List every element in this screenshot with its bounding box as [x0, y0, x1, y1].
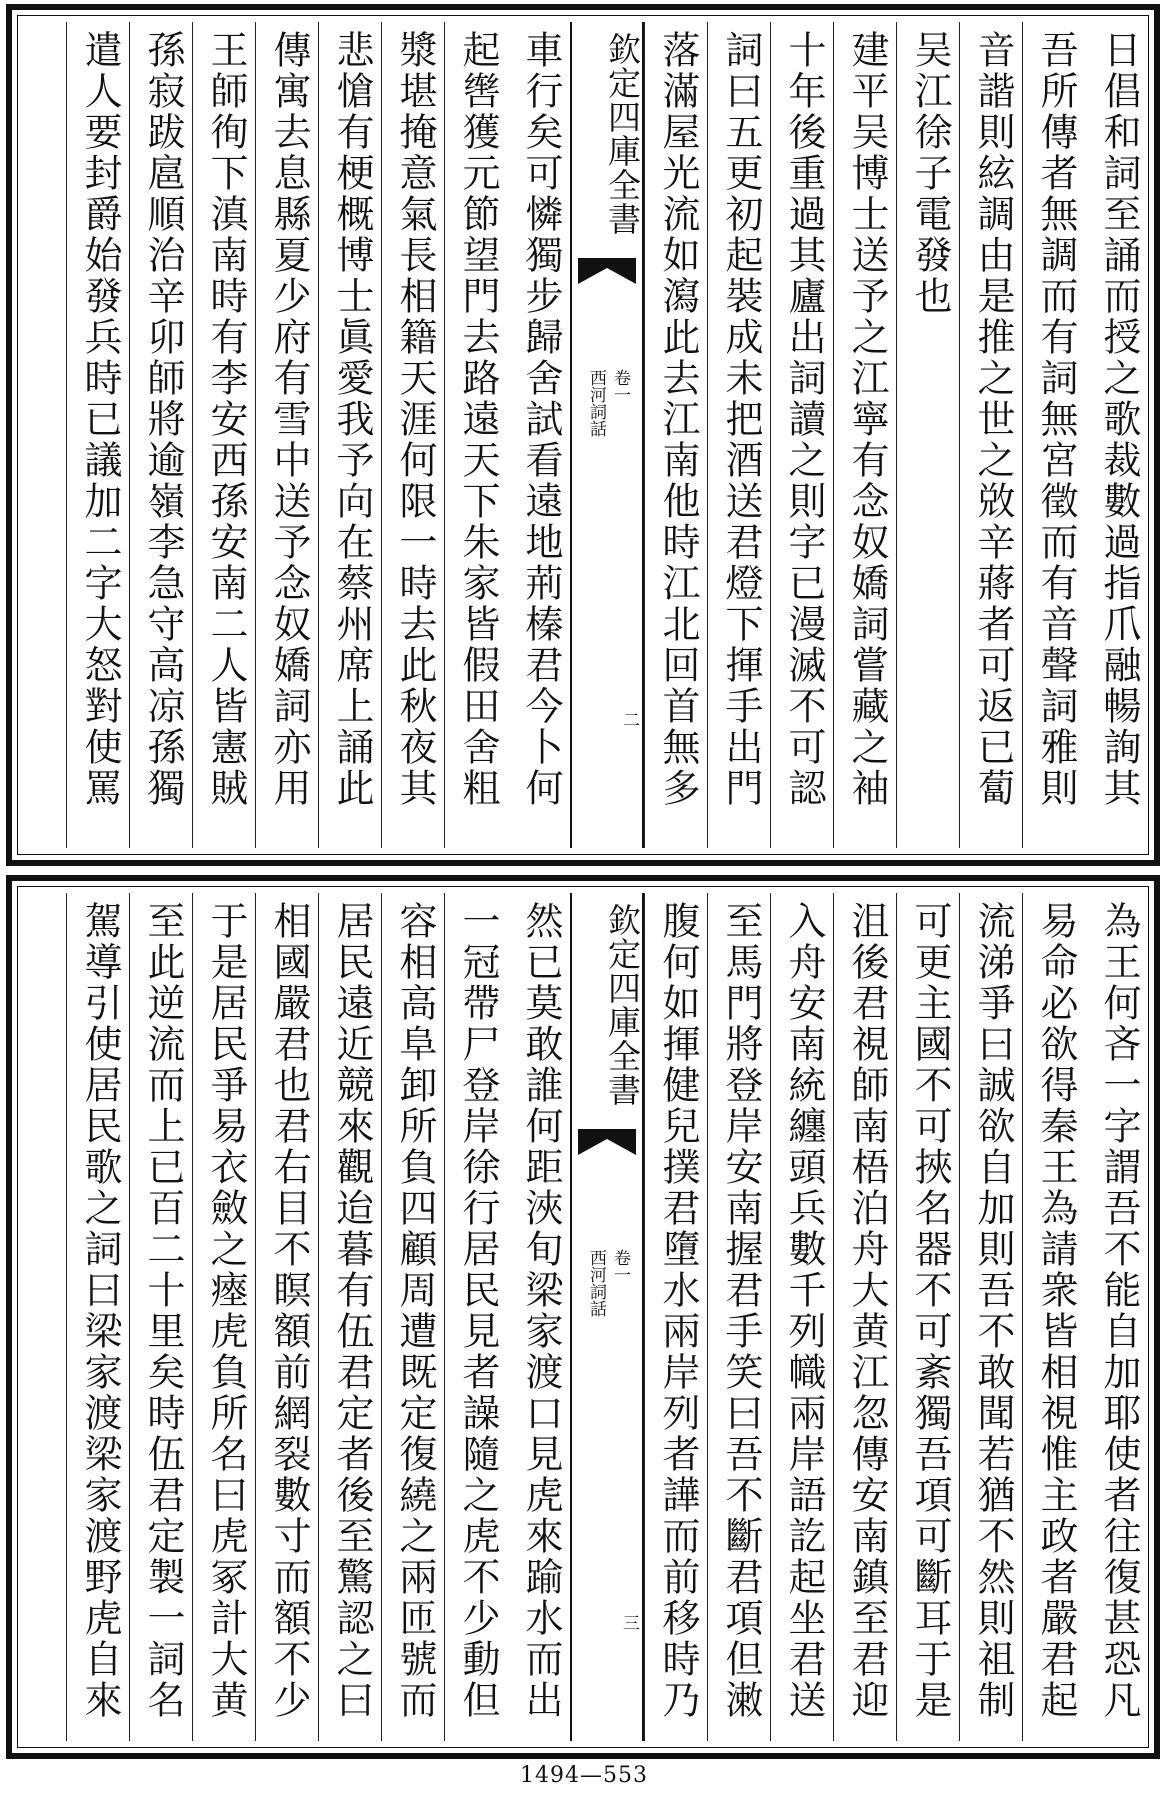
page-panel-top: [6, 4, 1160, 866]
fishtail-mark: [578, 258, 636, 284]
book-title: 西河詞話: [586, 1249, 606, 1318]
juan-label: 卷一: [610, 1249, 630, 1284]
text-column: 至馬門將登岸安南握君手笑曰吾不斷君項但潄: [707, 893, 770, 1741]
text-column: 悲愴有梗概博士眞愛我予向在蔡州席上誦此: [318, 22, 381, 848]
text-column: 吴江徐子電發也: [896, 22, 959, 848]
text-column: 于是居民爭易衣斂之瘞虎負所名曰虎冢計大黄: [192, 893, 255, 1741]
text-column: 易命必欲得秦王為請衆皆相視惟主政者嚴君起: [1022, 893, 1085, 1741]
center-gutter: [570, 22, 644, 848]
text-column: 起辔獲元節望門去路遠天下朱家皆假田舍粗: [444, 22, 507, 848]
text-column: 居民遠近競來觀迨暮有伍君定者後至驚認之曰: [318, 893, 381, 1741]
juan-label: 卷一: [610, 368, 630, 403]
book-title: 西河詞話: [586, 368, 606, 437]
text-column: 車行矣可憐獨步歸舍試看遠地荊榛君今卜何: [519, 30, 563, 809]
text-column: 王師徇下滇南時有李安西孫安南二人皆憲賊: [192, 22, 255, 848]
text-column: 流涕爭曰誠欲自加則吾不敢聞若猶不然則祖制: [959, 893, 1022, 1741]
text-column: 日倡和詞至誦而授之歌裁數過指爪融暢詢其: [1097, 30, 1141, 809]
text-column: 音諧則絃調由是推之世之敚辛蔣者可返已蔔: [959, 22, 1022, 848]
text-column: 至此逆流而上已百二十里矣時伍君定製一詞名: [129, 893, 192, 1741]
text-column: 落滿屋光流如瀉此去江南他時江北回首無多: [644, 22, 707, 848]
text-column: 可更主國不可挾名器不可紊獨吾項可斷耳于是: [896, 893, 959, 1741]
text-column: 沮後君視師南梧泊舟大黄江忽傳安南鎮至君迎: [833, 893, 896, 1741]
center-title: 欽定四庫全書: [603, 32, 642, 236]
text-column: 相國嚴君也君右目不瞑額前網裂數寸而額不少: [255, 893, 318, 1741]
text-column: 駕導引使居民歌之詞曰梁家渡梁家渡野虎自來: [66, 893, 129, 1741]
text-column: 入舟安南統纏頭兵數千列幟兩岸語訖起坐君送: [770, 893, 833, 1741]
text-column: 然已莫敢誰何距浹旬梁家渡口見虎來踰水而出: [519, 901, 563, 1721]
center-gutter: [570, 893, 644, 1741]
text-column: 為王何吝一字謂吾不能自加耶使者往復甚恐凡: [1097, 901, 1141, 1721]
text-column: 詞曰五更初起裝成未把酒送君燈下揮手出門: [707, 22, 770, 848]
leaf-number: 三: [619, 1614, 639, 1631]
text-column: 吾所傳者無調而有詞無宮徵而有音聲詞雅則: [1022, 22, 1085, 848]
text-column: 孫寂跋扈順治辛卯師將逾嶺李急守高凉孫獨: [129, 22, 192, 848]
text-column: 容相高阜卸所負四顧周遭既定復繞之兩匝號而: [381, 893, 444, 1741]
text-column: 腹何如揮健兒撲君墮水兩岸列者譁而前移時乃: [644, 893, 707, 1741]
text-column: 建平吴博士送予之江寧有念奴嬌詞嘗藏之袖: [833, 22, 896, 848]
folio-number: 1494—553: [520, 1763, 648, 1788]
leaf-number: 二: [619, 711, 639, 728]
text-column: 一冠帶尸登岸徐行居民見者譟隨之虎不少動但: [444, 893, 507, 1741]
page-panel-bottom: [6, 875, 1160, 1759]
text-column: 漿堪掩意氣長相籍天涯何限一時去此秋夜其: [381, 22, 444, 848]
fishtail-mark: [578, 1129, 636, 1155]
text-column: 遣人要封爵始發兵時已議加二字大怒對使罵: [66, 22, 129, 848]
center-title: 欽定四庫全書: [603, 903, 642, 1107]
text-column: 十年後重過其廬出詞讀之則字已漫滅不可認: [770, 22, 833, 848]
text-column: 傳寓去息縣夏少府有雪中送予念奴嬌詞亦用: [255, 22, 318, 848]
